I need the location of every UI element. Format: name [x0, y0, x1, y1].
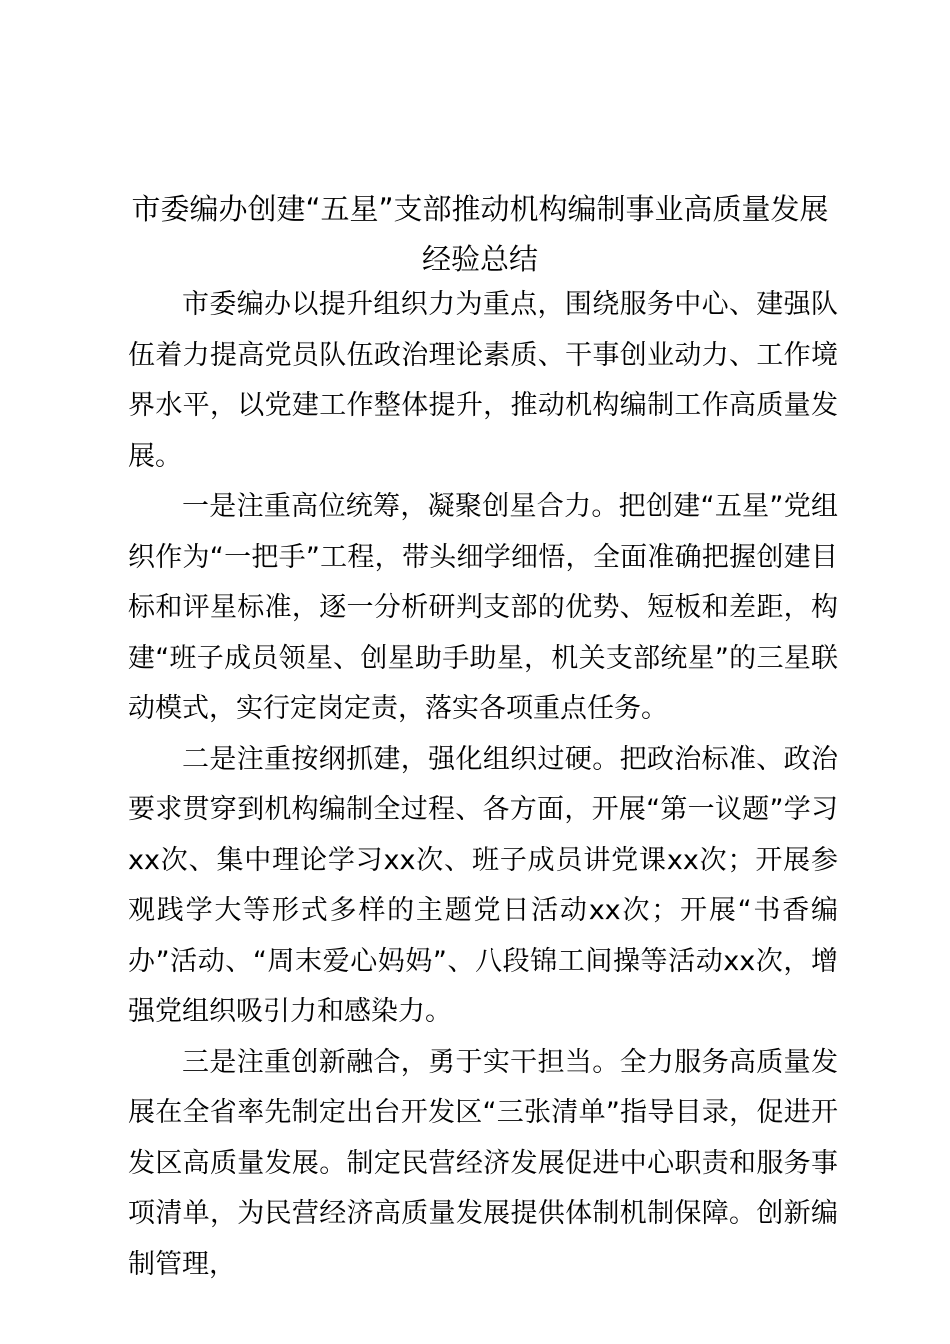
paragraph-point-one: 一是注重高位统筹，凝聚创星合力。把创建“五星”党组织作为“一把手”工程，带头细学细悟，全面准确把握创建目标和评星标准，逐一分析研判支部的优势、短板和差距，构建“班子成员领星、创星助手助星，机关支部统星”的三星联动模式，实行定岗定责，落实各项重点任务。: [128, 491, 838, 724]
document-body: [128, 280, 838, 1290]
document-title: 市委编办创建“五星”支部推动机构编制事业高质量发展经验总结: [131, 192, 829, 276]
paragraph-intro: 市委编办以提升组织力为重点，围绕服务中心、建强队伍着力提高党员队伍政治理论素质、干事创业动力、工作境界水平，以党建工作整体提升，推动机构编制工作高质量发展。: [128, 289, 838, 472]
paragraph-point-two: 二是注重按纲抓建，强化组织过硬。把政治标准、政治要求贯穿到机构编制全过程、各方面，开展“第一议题”学习xx次、集中理论学习xx次、班子成员讲党课xx次；开展参观践学大等形式多样的主题党日活动xx次；开展“书香编办”活动、“周末爱心妈妈”、八段锦工间操等活动xx次，增强党组织吸引力和感染力。: [128, 743, 838, 1027]
paragraph-point-three: 三是注重创新融合，勇于实干担当。全力服务高质量发展在全省率先制定出台开发区“三张清单”指导目录，促进开发区高质量发展。制定民营经济发展促进中心职责和服务事项清单，为民营经济高质量发展提供体制机制保障。创新编制管理，: [128, 1046, 838, 1280]
